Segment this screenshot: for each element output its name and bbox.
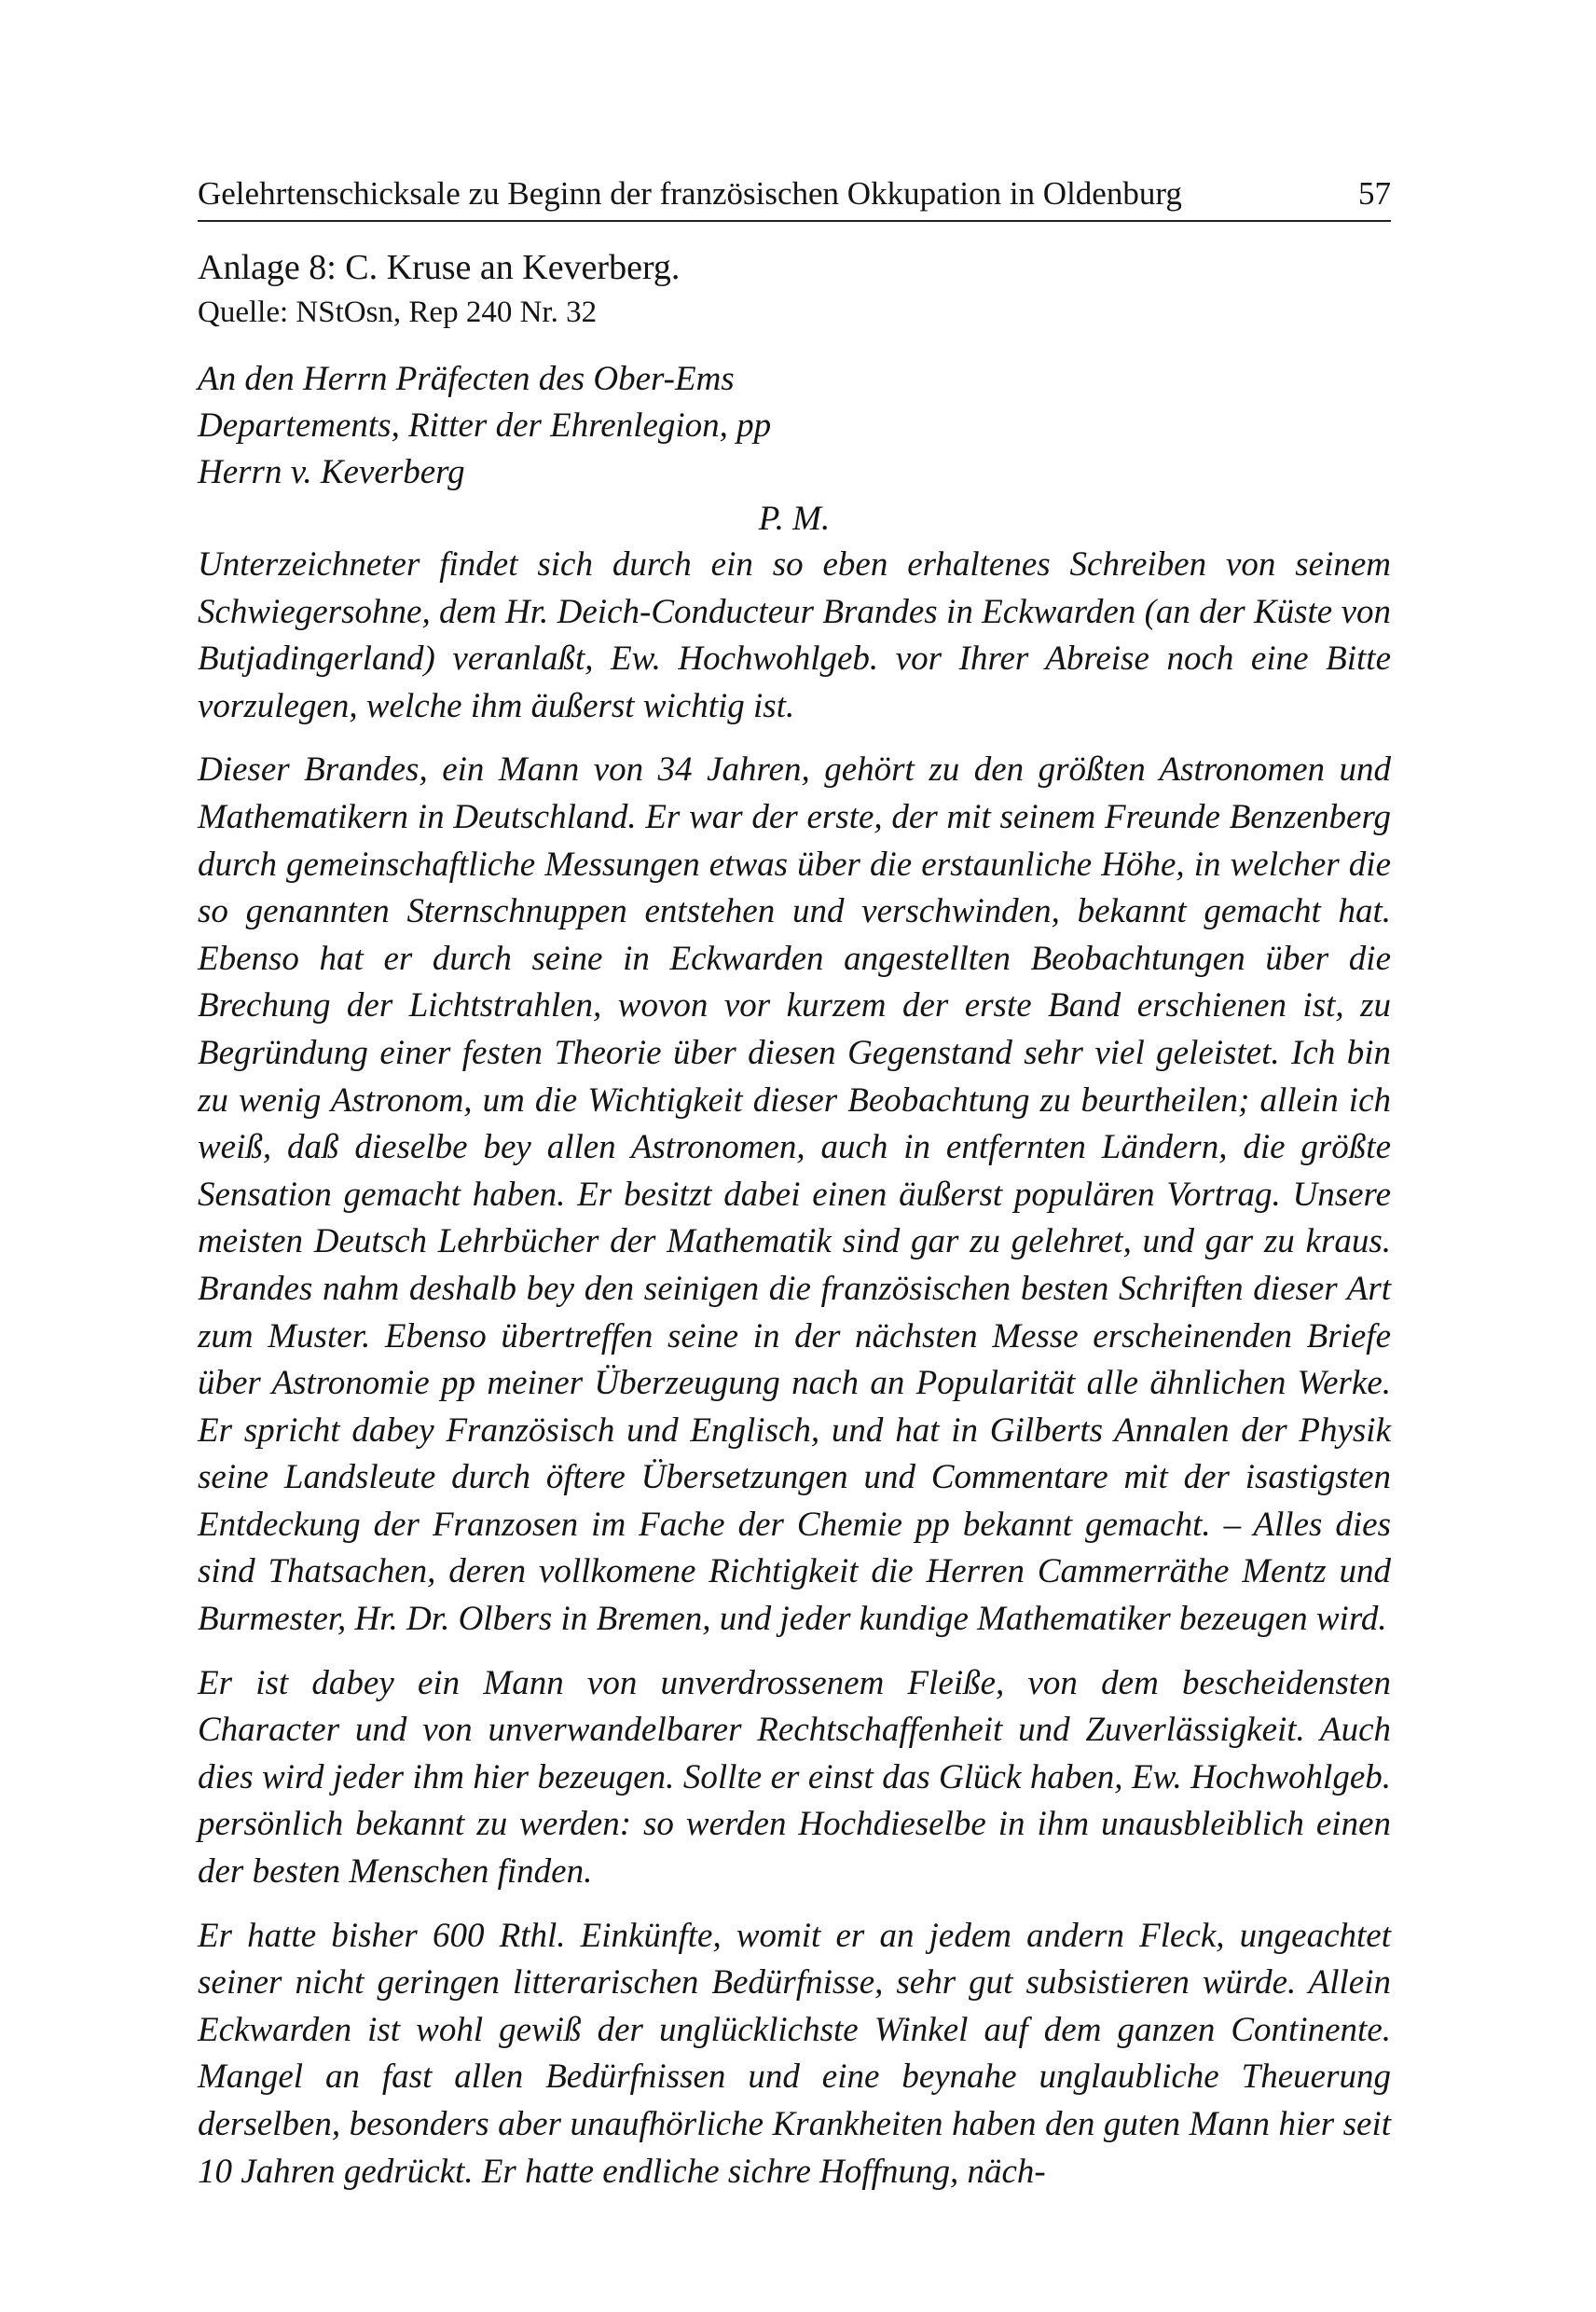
address-line: An den Herrn Präfecten des Ober-Ems: [198, 360, 735, 398]
running-head-title: Gelehrtenschicksale zu Beginn der französischen Okkupation in Oldenburg: [198, 175, 1182, 212]
letter-address: [198, 356, 1391, 496]
document-page: [198, 0, 1391, 2312]
address-line: Departements, Ritter der Ehrenlegion, pp: [198, 406, 772, 445]
appendix-heading: [198, 244, 1391, 334]
body-paragraph: Unterzeichneter findet sich durch ein so eben erhaltenes Schreiben von seinem Schwiegersohne, dem Hr. Deich-Conducteur Brandes in Eckwarden (an der Küste von Butjadingerland) veranlaßt, Ew. Hochwohlgeb. vor Ihrer Abreise noch eine Bitte vorzulegen, welche ihm äußerst wichtig ist.: [198, 545, 1391, 725]
body-paragraph: Er ist dabey ein Mann von unverdrossenem Fleiße, von dem bescheidensten Character und von unverwandelbarer Rechtschaffenheit und Zuverlässigkeit. Auch dies wird jeder ihm hier bezeugen. Sollte er einst das Glück haben, Ew. Hochwohlgeb. persönlich bekannt zu werden: so werden Hochdieselbe in ihm unausbleiblich einen der besten Menschen finden.: [198, 1663, 1391, 1892]
running-head: [198, 168, 1391, 222]
appendix-title: Anlage 8: C. Kruse an Keverberg.: [198, 248, 681, 287]
salutation: P. M.: [758, 500, 831, 538]
body-paragraph: Er hatte bisher 600 Rthl. Einkünfte, womit er an jedem andern Fleck, ungeachtet seiner nicht geringen litterarischen Bedürfnisse, sehr gut subsistieren würde. Allein Eckwarden ist wohl gewiß der unglücklichste Winkel auf dem ganzen Continente. Mangel an fast allen Bedürfnissen und eine beynahe unglaubliche Theuerung derselben, besonders aber unaufhörliche Krankheiten haben den guten Mann hier seit 10 Jahren gedrückt. Er hatte endliche sichre Hoffnung, näch-: [198, 1916, 1391, 2191]
body-paragraph: Dieser Brandes, ein Mann von 34 Jahren, gehört zu den größten Astronomen und Mathematikern in Deutschland. Er war der erste, der mit seinem Freunde Benzenberg durch gemeinschaftliche Messungen etwas über die erstaunliche Höhe, in welcher die so genannten Sternschnuppen entstehen und verschwinden, bekannt gemacht hat. Ebenso hat er durch seine in Eckwarden angestellten Beobachtungen über die Brechung der Lichtstrahlen, wovon vor kurzem der erste Band erschienen ist, zu Begründung einer festen Theorie über diesen Gegenstand sehr viel geleistet. Ich bin zu wenig Astronom, um die Wichtigkeit dieser Beobachtung zu beurtheilen; allein ich weiß, daß dieselbe bey allen Astronomen, auch in entfernten Ländern, die größte Sensation gemacht haben. Er besitzt dabei einen äußerst populären Vortrag. Unsere meisten Deutsch Lehrbücher der Mathematik sind gar zu gelehret, und gar zu kraus. Brandes nahm deshalb bey den seinigen die französischen besten Schriften dieser Art zum Muster. Ebenso übertreffen seine in der nächsten Messe erscheinenden Briefe über Astronomie pp meiner Überzeugung nach an Popularität alle ähnlichen Werke. Er spricht dabey Französisch und Englisch, und hat in Gilberts Annalen der Physik seine Landsleute durch öftere Übersetzungen und Commentare mit der isastigsten Entdeckung der Franzosen im Fache der Chemie pp bekannt gemacht. – Alles dies sind Thatsachen, deren vollkomene Richtigkeit die Herren Cammerräthe Mentz und Burmester, Hr. Dr. Olbers in Bremen, und jeder kundige Mathematiker bezeugen wird.: [198, 750, 1391, 1639]
address-line: Herrn v. Keverberg: [198, 453, 465, 491]
letter-body: [198, 542, 1391, 2212]
source-line: Quelle: NStOsn, Rep 240 Nr. 32: [198, 296, 598, 329]
page-number: 57: [1358, 175, 1391, 212]
